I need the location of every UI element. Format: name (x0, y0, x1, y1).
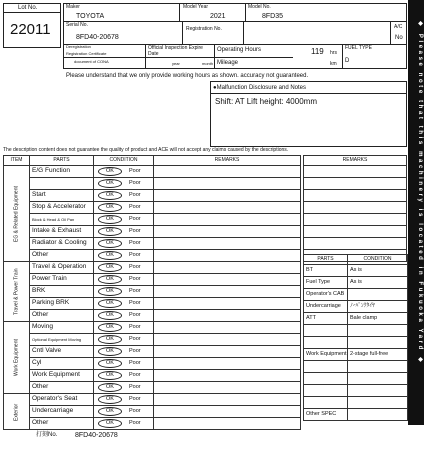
remarks-cell (154, 382, 301, 394)
spec-header-condition: CONDITION (348, 255, 408, 265)
remarks-cell (154, 358, 301, 370)
grid-line (179, 3, 180, 21)
part-name: Radiator & Cooling (30, 238, 94, 250)
document-label: document of CONA (74, 59, 109, 64)
remarks-cell (154, 346, 301, 358)
header-remarks: REMARKS (154, 156, 301, 166)
remarks-cell (154, 178, 301, 190)
condition-cell (94, 286, 154, 298)
grid-line (243, 21, 244, 44)
table-row (4, 262, 301, 274)
poor-label: Poor (129, 360, 141, 366)
operating-hours-value: 119 (311, 47, 324, 56)
ok-circled: OK (98, 407, 122, 416)
remarks-cell (154, 418, 301, 430)
grid-line (342, 44, 343, 69)
condition-cell (94, 334, 154, 346)
footer-label: 打刻No. (36, 432, 58, 438)
table-row (4, 238, 301, 250)
ok-circled: OK (98, 299, 122, 308)
poor-label: Poor (129, 204, 141, 210)
ok-circled: OK (98, 287, 122, 296)
table-row (4, 286, 301, 298)
grid-line (245, 3, 246, 21)
ok-circled: OK (98, 263, 122, 272)
year-label: year (172, 61, 180, 66)
part-name: Start (30, 190, 94, 202)
operating-hours-label: Operating Hours (217, 47, 262, 53)
poor-label: Poor (129, 312, 141, 318)
spec-part (304, 337, 348, 349)
ok-circled: OK (98, 239, 122, 248)
condition-cell (94, 250, 154, 262)
table-row (4, 226, 301, 238)
part-name: Parking BRK (30, 298, 94, 310)
condition-cell (94, 358, 154, 370)
spec-value (348, 337, 408, 349)
group-label: Travel & Power Train (4, 262, 30, 322)
table-row (4, 418, 301, 430)
poor-label: Poor (129, 420, 141, 426)
condition-cell (94, 310, 154, 322)
disclaimer: The description content does not guarantee the quality of product and ACE will not accept any claims caused by the descriptions. (3, 147, 289, 153)
spec-value (348, 325, 408, 337)
group-label: Work Equipment (4, 322, 30, 394)
remarks-cell (154, 250, 301, 262)
remarks-cell (154, 202, 301, 214)
group-label: Exterior (4, 394, 30, 430)
condition-cell (94, 190, 154, 202)
remarks-cell (154, 274, 301, 286)
remarks-cell (154, 214, 301, 226)
remarks-cell (154, 238, 301, 250)
maker-value: TOYOTA (76, 13, 105, 20)
table-row (4, 202, 301, 214)
location-sidebar (408, 0, 424, 425)
table-row (4, 178, 301, 190)
condition-cell (94, 322, 154, 334)
model-year-label: Model Year (183, 4, 209, 10)
spec-row (304, 373, 408, 385)
table-row (4, 322, 301, 334)
month-label: month (202, 61, 214, 66)
sidebar-notice: ◆ Please note that this machinery is located in Fukuoka Yard ◆ (417, 20, 423, 366)
remark-cell (304, 214, 407, 226)
grid-line (182, 21, 183, 44)
condition-cell (94, 298, 154, 310)
poor-label: Poor (129, 168, 141, 174)
ok-circled: OK (98, 191, 122, 200)
model-no-label: Model No. (248, 4, 271, 10)
spec-value: As is (348, 265, 408, 277)
lot-label: Lot No. (18, 5, 38, 11)
mileage-label: Mileage (217, 60, 239, 66)
lot-divider (3, 12, 61, 13)
spec-row (304, 361, 408, 373)
condition-cell (94, 274, 154, 286)
malfunction-title: ●Malfunction Disclosure and Notes (213, 85, 306, 91)
condition-cell (94, 370, 154, 382)
poor-label: Poor (129, 228, 141, 234)
spec-part: Fuel Type (304, 277, 348, 289)
ok-circled: OK (98, 251, 122, 260)
part-name: E/G Function (30, 166, 94, 178)
fuel-type-label: FUEL TYPE (345, 45, 372, 51)
poor-label: Poor (129, 264, 141, 270)
table-row (4, 274, 301, 286)
spec-value (348, 385, 408, 397)
grid-line (390, 21, 391, 44)
spec-part: Undercarriage (304, 301, 348, 313)
remarks-cell (154, 334, 301, 346)
model-year-value: 2021 (210, 13, 226, 20)
serial-label: Serial No. (66, 22, 88, 28)
part-name: Operator's Seat (30, 394, 94, 406)
part-name (30, 178, 94, 190)
remark-cell (304, 202, 407, 214)
remarks-cell (154, 298, 301, 310)
spec-row (304, 313, 408, 325)
part-name: Optional Equipment Moving (30, 334, 94, 346)
malfunction-divider (210, 93, 407, 94)
ok-circled: OK (98, 275, 122, 284)
spec-value: As is (348, 277, 408, 289)
condition-cell (94, 226, 154, 238)
model-no-value: 8FD35 (262, 13, 284, 20)
remarks-cell (154, 262, 301, 274)
remark-cell (304, 238, 407, 250)
remark-cell (304, 178, 407, 190)
ok-circled: OK (98, 419, 122, 428)
table-row (4, 190, 301, 202)
table-row (4, 334, 301, 346)
spec-value: 2-stage full-free (348, 349, 408, 361)
grid-line (63, 57, 293, 58)
spec-value: ﾉｰﾊﾟﾝｸﾀｲﾔ (348, 301, 408, 313)
poor-label: Poor (129, 180, 141, 186)
ok-circled: OK (98, 215, 122, 224)
spec-part (304, 361, 348, 373)
ok-circled: OK (98, 347, 122, 356)
remark-row (304, 238, 407, 250)
ok-circled: OK (98, 227, 122, 236)
remark-row (304, 202, 407, 214)
table-row (4, 382, 301, 394)
right-remarks-header: REMARKS (304, 156, 407, 166)
condition-cell (94, 166, 154, 178)
table-row (4, 370, 301, 382)
remarks-cell (154, 394, 301, 406)
spec-value (348, 397, 408, 409)
part-name: Intake & Exhaust (30, 226, 94, 238)
ok-circled: OK (98, 323, 122, 332)
spec-part (304, 373, 348, 385)
ok-circled: OK (98, 167, 122, 176)
remarks-cell (154, 166, 301, 178)
remark-row (304, 178, 407, 190)
part-name: Stop & Accelerator (30, 202, 94, 214)
poor-label: Poor (129, 216, 141, 222)
part-name: Undercarriage (30, 406, 94, 418)
header-parts: PARTS (30, 156, 94, 166)
poor-label: Poor (129, 336, 141, 342)
spec-row (304, 301, 408, 313)
official-inspection-label: Official Inspection Expire Date (148, 45, 203, 57)
condition-cell (94, 346, 154, 358)
grid-line (63, 21, 407, 22)
condition-cell (94, 406, 154, 418)
part-name: Work Equipment (30, 370, 94, 382)
registration-cert-label: Registration Certificate (66, 51, 107, 56)
table-row (4, 166, 301, 178)
spec-row (304, 289, 408, 301)
hours-notice: Please understand that we only provide working hours as shown. accuracy not guaranteed. (66, 73, 309, 79)
spec-table (303, 254, 408, 421)
remark-cell (304, 166, 407, 178)
ok-circled: OK (98, 359, 122, 368)
condition-cell (94, 382, 154, 394)
condition-cell (94, 178, 154, 190)
remark-cell (304, 190, 407, 202)
part-name: Other (30, 418, 94, 430)
table-row (4, 310, 301, 322)
remarks-cell (154, 370, 301, 382)
poor-label: Poor (129, 300, 141, 306)
lot-number: 22011 (10, 21, 51, 38)
header-item: ITEM (4, 156, 30, 166)
poor-label: Poor (129, 288, 141, 294)
table-row (4, 394, 301, 406)
part-name: Travel & Operation (30, 262, 94, 274)
table-row (4, 250, 301, 262)
spec-row (304, 397, 408, 409)
condition-cell (94, 202, 154, 214)
ok-circled: OK (98, 383, 122, 392)
remark-row (304, 190, 407, 202)
ok-circled: OK (98, 371, 122, 380)
spec-part: Operator's CAB (304, 289, 348, 301)
remark-cell (304, 226, 407, 238)
poor-label: Poor (129, 384, 141, 390)
spec-row (304, 349, 408, 361)
part-name: Other (30, 250, 94, 262)
ac-label: A/C (394, 24, 403, 30)
poor-label: Poor (129, 192, 141, 198)
maker-label: Maker (66, 4, 80, 10)
table-row (4, 358, 301, 370)
spec-row (304, 325, 408, 337)
ok-circled: OK (98, 335, 122, 344)
table-row (4, 298, 301, 310)
remarks-cell (154, 286, 301, 298)
remarks-cell (154, 190, 301, 202)
part-name: BRK (30, 286, 94, 298)
part-name: Power Train (30, 274, 94, 286)
remarks-cell (154, 322, 301, 334)
condition-cell (94, 418, 154, 430)
poor-label: Poor (129, 348, 141, 354)
spec-header-parts: PARTS (304, 255, 348, 265)
ok-circled: OK (98, 311, 122, 320)
table-row (4, 406, 301, 418)
ok-circled: OK (98, 179, 122, 188)
spec-part (304, 385, 348, 397)
part-name: Cntl Valve (30, 346, 94, 358)
spec-row (304, 277, 408, 289)
poor-label: Poor (129, 408, 141, 414)
poor-label: Poor (129, 276, 141, 282)
poor-label: Poor (129, 396, 141, 402)
malfunction-text: Shift: AT Lift height: 4000mm (215, 97, 317, 106)
grid-line (214, 44, 215, 69)
condition-table (3, 155, 301, 430)
part-name: Moving (30, 322, 94, 334)
right-remarks-table (303, 155, 407, 262)
spec-value: Bale clamp (348, 313, 408, 325)
condition-cell (94, 394, 154, 406)
km-unit: km (330, 61, 337, 67)
spec-part: ATT (304, 313, 348, 325)
group-label: EG & Related Equipment (4, 166, 30, 262)
poor-label: Poor (129, 252, 141, 258)
remarks-cell (154, 310, 301, 322)
spec-row (304, 337, 408, 349)
condition-cell (94, 238, 154, 250)
spec-value (348, 361, 408, 373)
part-name: Cyl (30, 358, 94, 370)
spec-part (304, 325, 348, 337)
spec-value (348, 373, 408, 385)
poor-label: Poor (129, 372, 141, 378)
spec-part: BT (304, 265, 348, 277)
spec-row (304, 409, 408, 421)
remark-row (304, 214, 407, 226)
remarks-cell (154, 226, 301, 238)
part-name: Block & Head & Oil Pan (30, 214, 94, 226)
ok-circled: OK (98, 203, 122, 212)
spec-value (348, 409, 408, 421)
part-name: Other (30, 310, 94, 322)
grid-line (145, 44, 146, 69)
spec-part: Work Equipment (304, 349, 348, 361)
spec-part: Other SPEC (304, 409, 348, 421)
condition-cell (94, 262, 154, 274)
table-row (4, 214, 301, 226)
remark-row (304, 166, 407, 178)
deregistration-label: Deregistration (66, 44, 91, 49)
condition-cell (94, 214, 154, 226)
poor-label: Poor (129, 240, 141, 246)
hrs-unit: hrs (330, 50, 337, 56)
table-row (4, 346, 301, 358)
spec-row (304, 385, 408, 397)
footer-value: 8FD40-20678 (75, 432, 118, 439)
ok-circled: OK (98, 395, 122, 404)
spec-value (348, 289, 408, 301)
header-condition: CONDITION (94, 156, 154, 166)
remarks-cell (154, 406, 301, 418)
ac-value: No (395, 35, 403, 41)
serial-value: 8FD40-20678 (76, 34, 119, 41)
remark-row (304, 226, 407, 238)
poor-label: Poor (129, 324, 141, 330)
part-name: Other (30, 382, 94, 394)
registration-label: Registration No. (186, 26, 222, 32)
spec-part (304, 397, 348, 409)
spec-row (304, 265, 408, 277)
fuel-type-value: D (345, 58, 350, 64)
